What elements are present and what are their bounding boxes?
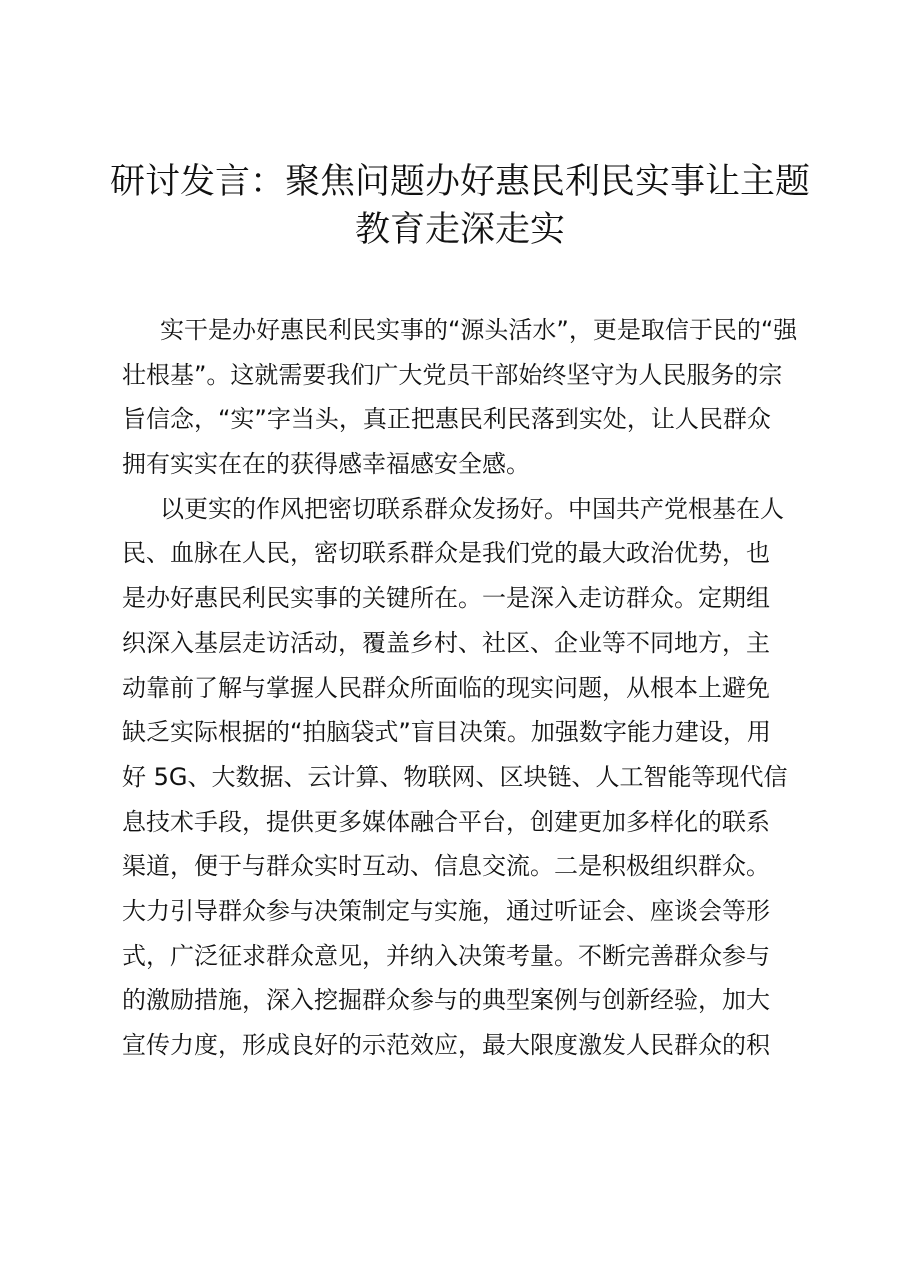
body-line: 的激励措施，深入挖掘群众参与的典型案例与创新经验，加大 bbox=[122, 986, 770, 1015]
body-line: 大力引导群众参与决策制定与实施，通过听证会、座谈会等形 bbox=[122, 896, 770, 925]
body-line-paragraph-1-start: 实干是办好惠民利民实事的“源头活水”，更是取信于民的“强 bbox=[160, 316, 798, 344]
body-line: 息技术手段，提供更多媒体融合平台，创建更加多样化的联系 bbox=[122, 807, 770, 836]
body-line: 旨信念，“实”字当头，真正把惠民利民落到实处，让人民群众 bbox=[122, 405, 771, 434]
body-line: 壮根基”。这就需要我们广大党员干部始终坚守为人民服务的宗 bbox=[122, 360, 783, 389]
body-line: 织深入基层走访活动，覆盖乡村、社区、企业等不同地方，主 bbox=[122, 628, 770, 657]
body-line: 是办好惠民利民实事的关键所在。一是深入走访群众。定期组 bbox=[122, 584, 770, 613]
body-line: 宣传力度，形成良好的示范效应，最大限度激发人民群众的积 bbox=[122, 1031, 770, 1059]
body-line: 式，广泛征求群众意见，并纳入决策考量。不断完善群众参与 bbox=[122, 941, 770, 970]
body-line: 动靠前了解与掌握人民群众所面临的现实问题，从根本上避免 bbox=[122, 673, 770, 702]
document-title bbox=[100, 158, 820, 254]
body-line: 缺乏实际根据的“拍脑袋式”盲目决策。加强数字能力建设，用 bbox=[122, 718, 771, 747]
title-line: 教育走深走实 bbox=[354, 210, 565, 250]
document-body bbox=[122, 308, 796, 1068]
body-line: 民、血脉在人民，密切联系群众是我们党的最大政治优势，也 bbox=[122, 539, 770, 568]
body-line: 渠道，便于与群众实时互动、信息交流。二是积极组织群众。 bbox=[122, 852, 770, 881]
body-line: 好 5G、大数据、云计算、物联网、区块链、人工智能等现代信 bbox=[122, 762, 788, 791]
body-line-paragraph-2-start: 以更实的作风把密切联系群众发扬好。中国共产党根基在人 bbox=[160, 494, 784, 523]
body-line: 拥有实实在在的获得感幸福感安全感。 bbox=[122, 450, 530, 479]
title-line: 研讨发言：聚焦问题办好惠民利民实事让主题 bbox=[109, 162, 810, 202]
